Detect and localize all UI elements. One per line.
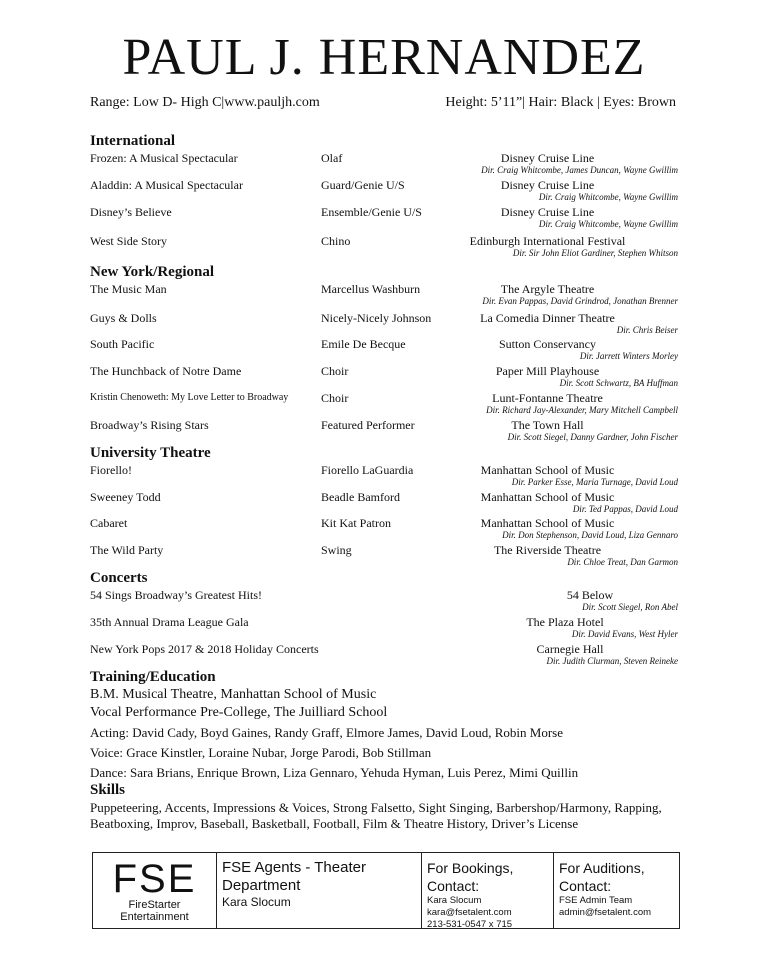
- auditions-team: FSE Admin Team: [559, 895, 633, 906]
- director: Dir. Ted Pappas, David Loud: [572, 504, 678, 514]
- section-title-university-theatre: University Theatre: [90, 445, 211, 461]
- role: Guard/Genie U/S: [321, 178, 405, 192]
- director: Dir. Sir John Eliot Gardiner, Stephen Whitson: [512, 248, 678, 258]
- credit-row: [0, 642, 768, 672]
- credit-row: [0, 337, 768, 367]
- bookings-email[interactable]: kara@fsetalent.com: [427, 907, 512, 918]
- director: Dir. Chloe Treat, Dan Garmon: [567, 557, 678, 567]
- show-title: 54 Sings Broadway’s Greatest Hits!: [90, 588, 262, 602]
- bookings-phone: 213-531-0547 x 715: [427, 919, 513, 930]
- auditions-email[interactable]: admin@fsetalent.com: [559, 907, 652, 918]
- bookings-name: Kara Slocum: [427, 895, 482, 906]
- credit-row: [0, 516, 768, 546]
- director: Dir. Scott Siegel, Danny Gardner, John Fischer: [507, 432, 678, 442]
- show-title: South Pacific: [90, 337, 155, 351]
- training-line: B.M. Musical Theatre, Manhattan School of Music: [90, 687, 377, 702]
- section-title-concerts: Concerts: [90, 570, 148, 586]
- credit-row: [0, 391, 768, 421]
- show-title: Cabaret: [90, 516, 128, 530]
- credit-row: [0, 615, 768, 645]
- agents-cell: [217, 853, 422, 928]
- auditions-cell: [554, 853, 677, 928]
- director: Dir. Scott Siegel, Ron Abel: [582, 602, 678, 612]
- venue: The Town Hall: [511, 418, 584, 432]
- show-title: West Side Story: [90, 234, 168, 248]
- credit-row: [0, 205, 768, 235]
- show-title: Disney’s Believe: [90, 205, 172, 219]
- credit-row: [0, 463, 768, 493]
- venue: La Comedia Dinner Theatre: [480, 311, 615, 325]
- role: Choir: [321, 364, 349, 378]
- bookings-cell: [422, 853, 554, 928]
- skills-text: Puppeteering, Accents, Impressions & Voices, Strong Falsetto, Sight Singing, Barbershop/Harmony, Rapping, Beatboxing, Improv, Baseball, Basketball, Football, Film & Theatre History, Driver’s License: [90, 800, 662, 831]
- role: Chino: [321, 234, 351, 248]
- show-title: New York Pops 2017 & 2018 Holiday Concerts: [90, 642, 319, 656]
- director: Dir. Scott Schwartz, BA Huffman: [559, 378, 678, 388]
- credit-row: [0, 234, 768, 264]
- resume-name: PAUL J. HERNANDEZ: [122, 29, 646, 86]
- venue: The Argyle Theatre: [500, 282, 595, 296]
- role: Nicely-Nicely Johnson: [321, 311, 432, 325]
- venue: Sutton Conservancy: [499, 337, 596, 351]
- logo-line-2: Entertainment: [120, 911, 189, 923]
- show-title: Guys & Dolls: [90, 311, 157, 325]
- director: Dir. Evan Pappas, David Grindrod, Jonathan Brenner: [482, 296, 678, 306]
- credit-row: [0, 151, 768, 181]
- venue: Disney Cruise Line: [500, 178, 595, 192]
- role: Marcellus Washburn: [321, 282, 421, 296]
- show-title: Sweeney Todd: [90, 490, 161, 504]
- credit-row: [0, 282, 768, 312]
- show-title: The Hunchback of Notre Dame: [90, 364, 242, 378]
- role: Choir: [321, 391, 349, 405]
- physical-stats: Height: 5’11”| Hair: Black | Eyes: Brown: [445, 95, 676, 110]
- role: Fiorello LaGuardia: [321, 463, 414, 477]
- credit-row: [0, 364, 768, 394]
- venue: The Riverside Theatre: [493, 543, 602, 557]
- show-title: Frozen: A Musical Spectacular: [90, 151, 238, 165]
- credit-row: [0, 418, 768, 448]
- section-title-skills: Skills: [90, 782, 126, 798]
- agency-footer: [92, 852, 680, 929]
- director: Dir. Richard Jay-Alexander, Mary Mitchell Campbell: [486, 405, 678, 415]
- venue: Manhattan School of Music: [480, 490, 615, 504]
- director: Dir. Parker Esse, Maria Turnage, David Loud: [511, 477, 678, 487]
- credit-row: [0, 543, 768, 573]
- role: Kit Kat Patron: [321, 516, 391, 530]
- director: Dir. Chris Beiser: [616, 325, 678, 335]
- venue: Disney Cruise Line: [500, 151, 595, 165]
- agent-name: Kara Slocum: [222, 895, 291, 909]
- show-title: Kristin Chenoweth: My Love Letter to Broadway: [90, 392, 289, 403]
- show-title: Aladdin: A Musical Spectacular: [90, 178, 243, 192]
- role: Swing: [321, 543, 352, 557]
- venue: Carnegie Hall: [536, 642, 604, 656]
- show-title: The Wild Party: [90, 543, 164, 557]
- venue: The Plaza Hotel: [526, 615, 604, 629]
- role: Olaf: [321, 151, 343, 165]
- auditions-title: For Auditions, Contact:: [559, 860, 645, 894]
- venue: Paper Mill Playhouse: [495, 364, 600, 378]
- venue: Disney Cruise Line: [500, 205, 595, 219]
- range-website: Range: Low D- High C|www.pauljh.com: [90, 95, 320, 110]
- training-line: Vocal Performance Pre-College, The Juilliard School: [90, 705, 388, 720]
- section-title-training: Training/Education: [90, 669, 216, 685]
- venue: Manhattan School of Music: [480, 463, 615, 477]
- director: Dir. Judith Clurman, Steven Reineke: [546, 656, 678, 666]
- show-title: The Music Man: [90, 282, 167, 296]
- training-line: Voice: Grace Kinstler, Loraine Nubar, Jorge Parodi, Bob Stillman: [90, 745, 432, 760]
- logo-line-1: FireStarter: [128, 899, 181, 911]
- show-title: Broadway’s Rising Stars: [90, 418, 209, 432]
- director: Dir. Craig Whitcombe, Wayne Gwillim: [538, 192, 678, 202]
- director: Dir. David Evans, West Hyler: [571, 629, 678, 639]
- role: Ensemble/Genie U/S: [321, 205, 422, 219]
- section-title-new-york-regional: New York/Regional: [90, 264, 215, 280]
- role: Emile De Becque: [321, 337, 406, 351]
- director: Dir. Craig Whitcombe, James Duncan, Wayne Gwillim: [481, 165, 678, 175]
- venue: 54 Below: [566, 588, 614, 602]
- credit-row: [0, 178, 768, 208]
- director: Dir. Don Stephenson, David Loud, Liza Gennaro: [502, 530, 678, 540]
- bookings-title: For Bookings, Contact:: [427, 860, 514, 894]
- logo-mark: FSE: [112, 857, 197, 901]
- role: Featured Performer: [321, 418, 415, 432]
- role: Beadle Bamford: [321, 490, 400, 504]
- venue: Lunt-Fontanne Theatre: [492, 391, 603, 405]
- credit-row: [0, 588, 768, 618]
- director: Dir. Craig Whitcombe, Wayne Gwillim: [538, 219, 678, 229]
- venue: Edinburgh International Festival: [469, 234, 626, 248]
- venue: Manhattan School of Music: [480, 516, 615, 530]
- training-line: Dance: Sara Brians, Enrique Brown, Liza Gennaro, Yehuda Hyman, Luis Perez, Mimi Quillin: [90, 765, 579, 780]
- agents-title: FSE Agents - Theater Department: [222, 859, 366, 894]
- show-title: 35th Annual Drama League Gala: [90, 615, 249, 629]
- agency-logo: [93, 853, 217, 928]
- show-title: Fiorello!: [90, 463, 132, 477]
- director: Dir. Jarrett Winters Morley: [579, 351, 678, 361]
- section-title-international: International: [90, 133, 176, 149]
- training-line: Acting: David Cady, Boyd Gaines, Randy Graff, Elmore James, David Loud, Robin Morse: [90, 725, 563, 740]
